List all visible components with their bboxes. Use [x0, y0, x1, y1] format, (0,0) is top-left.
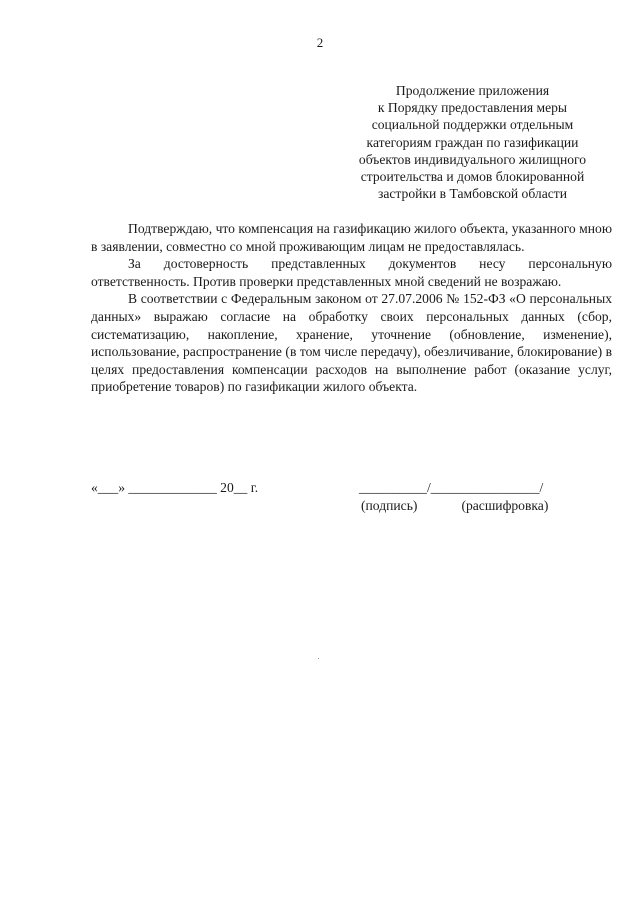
confirmation-paragraph: Подтверждаю, что компенсация на газификацию жилого объекта, указанного мною в заявлении, совместно со мной проживающим лицам не предоставлялась.: [91, 221, 612, 254]
page-number: 2: [316, 35, 324, 50]
appendix-header-line: социальной поддержки отдельным: [371, 117, 574, 133]
appendix-header-line: застройки в Тамбовской области: [377, 186, 568, 202]
margin-stamp: [2, 400, 6, 570]
appendix-header-line: объектов индивидуального жилищного: [358, 151, 587, 167]
decryption-label: (расшифровка): [461, 498, 549, 513]
appendix-header: [330, 82, 615, 202]
scan-speck: [318, 658, 319, 659]
signature-line: __________/________________/: [359, 480, 544, 495]
appendix-header-line: Продолжение приложения: [395, 83, 550, 98]
date-line: «___» _____________ 20__ г.: [91, 480, 259, 495]
body-text: [91, 220, 612, 396]
responsibility-paragraph: За достоверность представленных документов несу персональную ответственность. Против проверки представленных мной сведений не возражаю.: [91, 256, 612, 289]
personal-data-consent-paragraph: В соответствии с Федеральным законом от 27.07.2006 № 152-ФЗ «О персональных данных» выражаю согласие на обработку своих персональных данных (сбор, систематизацию, накопление, хранение, уточнение (обновление, изменение), использование, распространение (в том числе передачу), обезличивание, блокирование) в целях предоставления компенсации расходов на выполнение работ (оказание услуг, приобретение товаров) по газификации жилого объекта.: [91, 291, 612, 395]
appendix-header-line: строительства и домов блокированной: [360, 169, 585, 185]
signature-label: (подпись): [361, 498, 418, 513]
appendix-header-line: к Порядку предоставления меры: [377, 100, 568, 116]
appendix-header-line: категориям граждан по газификации: [366, 134, 579, 150]
signature-labels: [361, 498, 548, 514]
signature-block: [91, 480, 612, 520]
